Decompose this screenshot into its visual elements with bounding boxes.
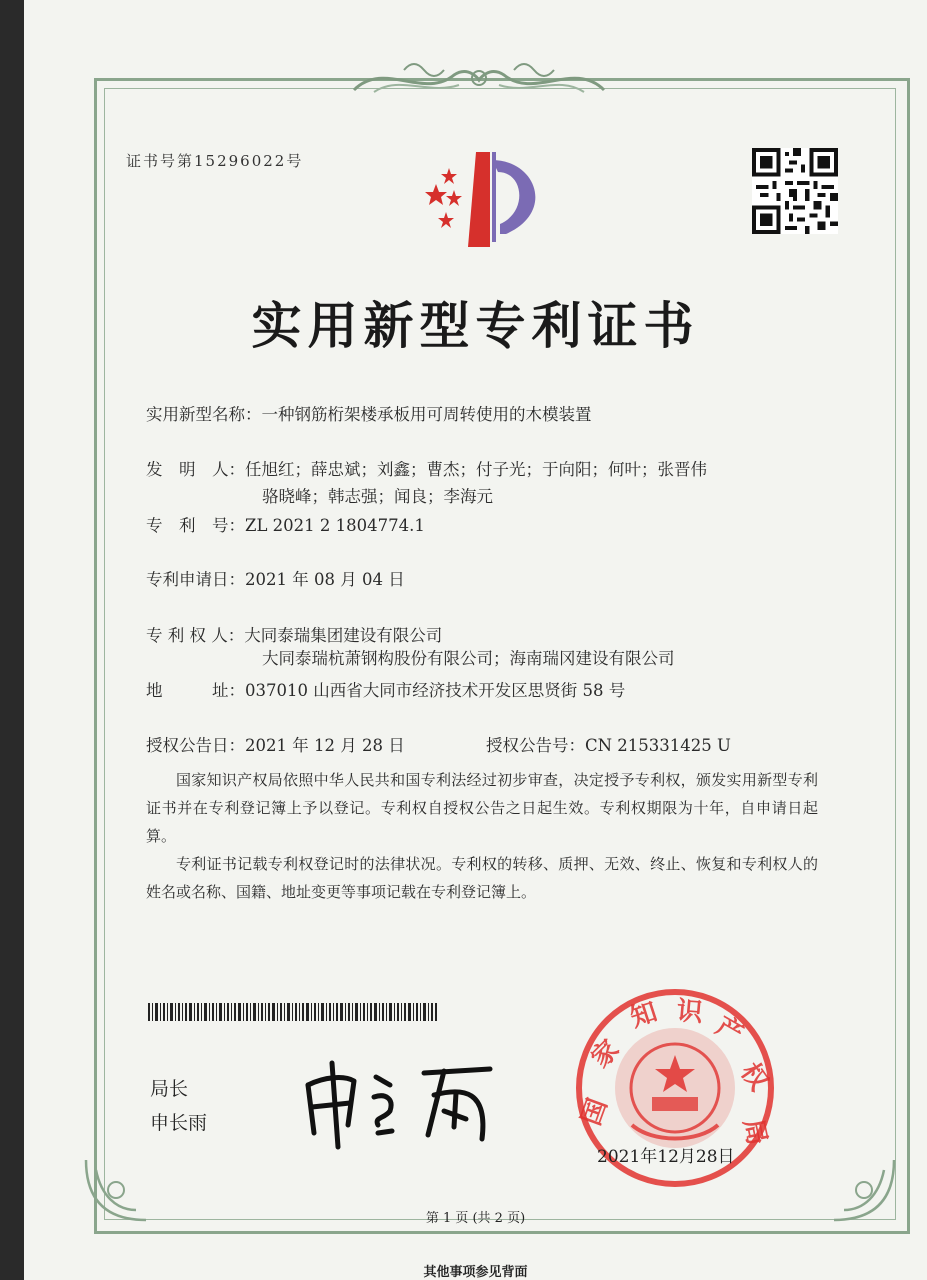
utility-model-name-label: 实用新型名称：: [146, 405, 262, 424]
address-value: 037010 山西省大同市经济技术开发区思贤街 58 号: [245, 681, 626, 700]
certificate-page: [24, 0, 927, 1280]
filing-date-row: [146, 566, 405, 590]
patentee-label: 专 利 权 人：: [146, 626, 245, 645]
director-title: 局长: [150, 1078, 189, 1100]
grant-number-label: 授权公告号：: [486, 736, 585, 755]
qr-code-icon: [752, 148, 838, 234]
inventor-row: [146, 456, 707, 480]
filing-date-value: 2021 年 08 月 04 日: [245, 570, 405, 589]
director-name: 申长雨: [150, 1112, 208, 1134]
patentee-value-line1: 大同泰瑞集团建设有限公司: [244, 626, 443, 645]
certificate-title: 实用新型专利证书: [251, 296, 700, 355]
patent-office-logo-icon: [416, 142, 556, 252]
certificate-number: 证书号第15296022号: [126, 152, 304, 170]
address-label: 地 址：: [146, 681, 245, 700]
inventor-label: 发 明 人：: [146, 460, 245, 479]
svg-text:家: 家: [585, 1034, 626, 1074]
seal-date: 2021年12月28日: [597, 1147, 735, 1167]
legal-paragraph-1: 国家知识产权局依照中华人民共和国专利法经过初步审查，决定授予专利权，颁发实用新型专利证书并在专利登记簿上予以登记。专利权自授权公告之日起生效。专利权期限为十年，自申请日起算。: [146, 771, 818, 845]
grant-number-row: [486, 732, 731, 756]
top-ornament-icon: [344, 50, 614, 105]
grant-date-row: [146, 732, 405, 756]
back-note: 其他事项参见背面: [423, 1265, 528, 1280]
patentee-row: [146, 622, 442, 646]
grant-date-value: 2021 年 12 月 28 日: [245, 736, 405, 755]
svg-text:权: 权: [734, 1057, 774, 1097]
filing-date-label: 专利申请日：: [146, 570, 245, 589]
patent-number-value: ZL 2021 2 1804774.1: [245, 516, 425, 535]
svg-text:国: 国: [576, 1094, 614, 1130]
utility-model-name-value: 一种钢筋桁架楼承板用可周转使用的木模装置: [261, 405, 592, 424]
grant-number-value: CN 215331425 U: [585, 736, 731, 755]
legal-paragraph-2: 专利证书记载专利权登记时的法律状况。专利权的转移、质押、无效、终止、恢复和专利权人的姓名或名称、国籍、地址变更等事项记载在专利登记簿上。: [146, 855, 818, 901]
svg-text:局: 局: [737, 1116, 772, 1148]
grant-date-label: 授权公告日：: [146, 736, 245, 755]
inventor-value-line1: 任旭红；薛忠斌；刘鑫；曹杰；付子光；于向阳；何叶；张晋伟: [245, 460, 707, 479]
inventor-value-line2: 骆晓峰；韩志强；闻良；李海元: [262, 487, 493, 506]
svg-text:产: 产: [710, 1011, 749, 1051]
svg-text:识: 识: [675, 996, 704, 1029]
patent-number-row: [146, 512, 425, 536]
patentee-value-line2: 大同泰瑞杭萧钢构股份有限公司；海南瑞冈建设有限公司: [262, 649, 675, 668]
page-number: 第 1 页 (共 2 页): [425, 1211, 526, 1226]
patent-number-label: 专 利 号：: [146, 516, 245, 535]
svg-text:知: 知: [626, 997, 661, 1034]
director-signature: [294, 1055, 504, 1150]
address-row: [146, 677, 625, 701]
barcode-icon: [148, 1003, 438, 1021]
utility-model-name-row: [146, 401, 592, 425]
